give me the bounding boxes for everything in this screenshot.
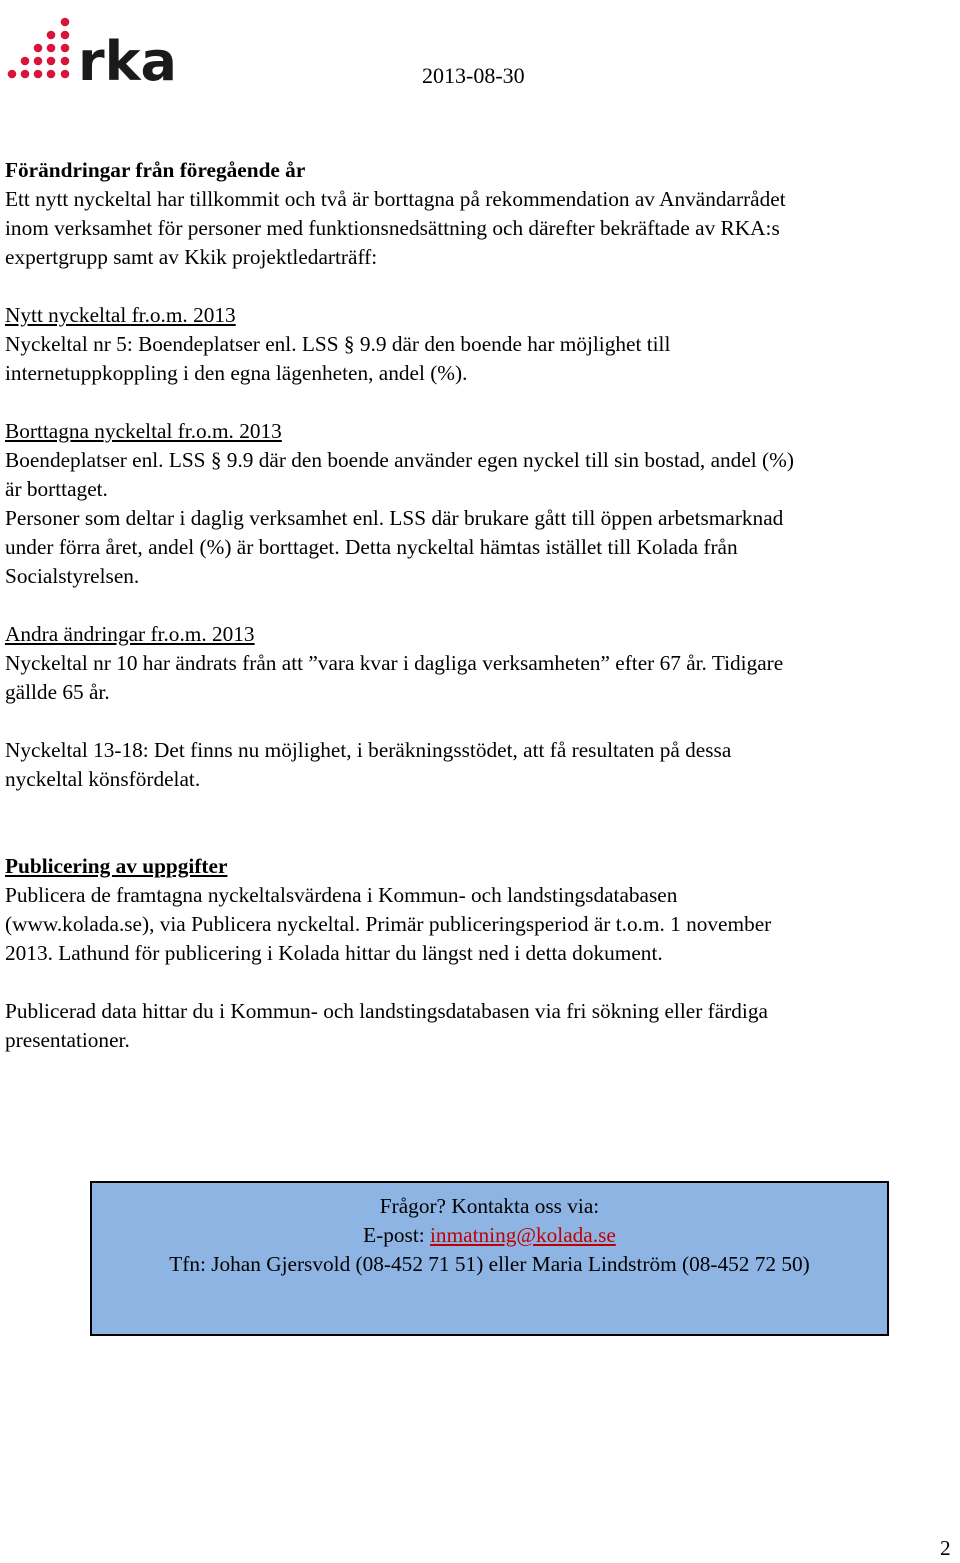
changes-heading: Förändringar från föregående år xyxy=(5,158,306,182)
document-date: 2013-08-30 xyxy=(422,63,525,88)
contact-email-line xyxy=(92,1221,887,1250)
other-changes-line-1: Nyckeltal nr 10 har ändrats från att ”vara kvar i dagliga verksamheten” efter 67 år. Tidigare xyxy=(5,651,784,675)
page-number: 2 xyxy=(940,1536,951,1560)
logo-wordmark: rka xyxy=(78,30,177,88)
rka-logo xyxy=(5,8,180,88)
publish-line-2: (www.kolada.se), via Publicera nyckeltal. Primär publiceringsperiod är t.o.m. 1 november xyxy=(5,912,772,936)
new-kpi-line-2: internetuppkoppling i den egna lägenheten, andel (%). xyxy=(5,361,468,385)
removed-kpi-line-5: Socialstyrelsen. xyxy=(5,564,140,588)
removed-kpi-line-2: är borttaget. xyxy=(5,477,108,501)
removed-kpi-line-1: Boendeplatser enl. LSS § 9.9 där den boende använder egen nyckel till sin bostad, andel (%) xyxy=(5,448,794,472)
publish-heading: Publicering av uppgifter xyxy=(5,854,228,878)
other-changes-line-2: gällde 65 år. xyxy=(5,680,110,704)
changes-intro-line-2: inom verksamhet för personer med funktionsnedsättning och därefter bekräftade av RKA:s xyxy=(5,216,780,240)
other-changes-heading: Andra ändringar fr.o.m. 2013 xyxy=(5,622,255,646)
gender-kpi-line-1: Nyckeltal 13-18: Det finns nu möjlighet, i beräkningsstödet, att få resultaten på dessa xyxy=(5,738,732,762)
published-data-line-1: Publicerad data hittar du i Kommun- och landstingsdatabasen via fri sökning eller färdiga xyxy=(5,999,768,1023)
gender-kpi-line-2: nyckeltal könsfördelat. xyxy=(5,767,201,791)
publish-line-1: Publicera de framtagna nyckeltalsvärdena i Kommun- och landstingsdatabasen xyxy=(5,883,678,907)
removed-kpi-heading: Borttagna nyckeltal fr.o.m. 2013 xyxy=(5,419,282,443)
published-data-line-2: presentationer. xyxy=(5,1028,130,1052)
contact-phone-line: Tfn: Johan Gjersvold (08-452 71 51) eller Maria Lindström (08-452 72 50) xyxy=(169,1252,810,1276)
removed-kpi-line-3: Personer som deltar i daglig verksamhet enl. LSS där brukare gått till öppen arbetsmarknad xyxy=(5,506,784,530)
removed-kpi-line-4: under förra året, andel (%) är borttaget. Detta nyckeltal hämtas istället till Kolada från xyxy=(5,535,738,559)
changes-intro-line-3: expertgrupp samt av Kkik projektledarträff: xyxy=(5,245,378,269)
new-kpi-heading: Nytt nyckeltal fr.o.m. 2013 xyxy=(5,303,236,327)
contact-box xyxy=(90,1181,889,1336)
publish-line-3: 2013. Lathund för publicering i Kolada hittar du längst ned i detta dokument. xyxy=(5,941,663,965)
email-label: E-post: xyxy=(363,1223,431,1247)
logo-dot-grid xyxy=(8,18,70,79)
email-link[interactable]: inmatning@kolada.se xyxy=(430,1223,616,1247)
changes-intro-line-1: Ett nytt nyckeltal har tillkommit och två är borttagna på rekommendation av Användarrådet xyxy=(5,187,786,211)
contact-question: Frågor? Kontakta oss via: xyxy=(379,1194,600,1218)
new-kpi-line-1: Nyckeltal nr 5: Boendeplatser enl. LSS § 9.9 där den boende har möjlighet till xyxy=(5,332,671,356)
document-body xyxy=(5,156,950,1055)
